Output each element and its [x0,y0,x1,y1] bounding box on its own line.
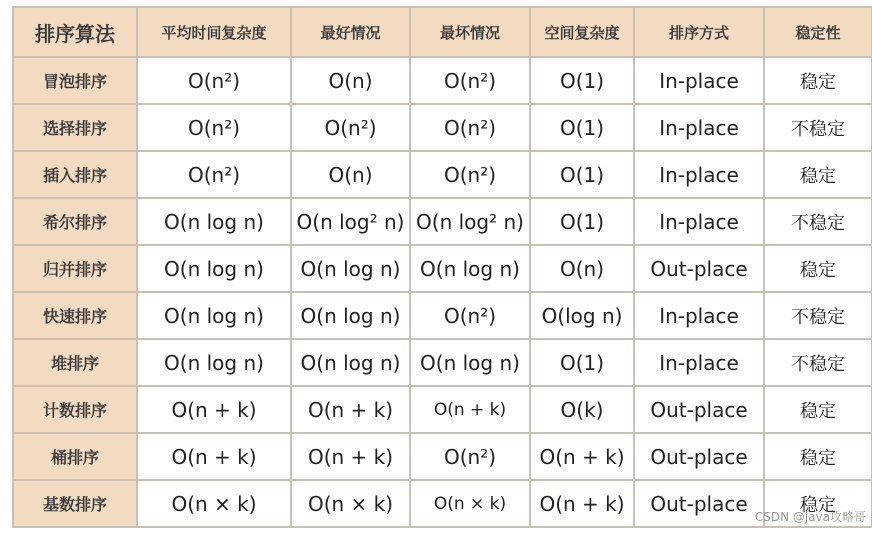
stability-cell: 稳定 [764,57,872,104]
best-case-cell: O(n + k) [291,433,410,480]
worst-case-cell: O(n + k) [410,386,530,433]
stability-cell: 稳定 [764,386,872,433]
space-cell: O(1) [530,151,634,198]
stability-cell: 稳定 [764,433,872,480]
sort-mode-cell: Out-place [634,433,764,480]
sort-mode-cell: In-place [634,151,764,198]
stability-cell: 稳定 [764,151,872,198]
table-row [13,433,872,480]
stability-cell: 不稳定 [764,339,872,386]
space-cell: O(1) [530,198,634,245]
average-time-cell: O(n log n) [137,292,291,339]
worst-case-cell: O(n log n) [410,245,530,292]
best-case-cell: O(n log n) [291,339,410,386]
worst-case-cell: O(n²) [410,57,530,104]
header-algorithm: 排序算法 [13,7,137,57]
sorting-complexity-table [12,6,872,528]
space-cell: O(1) [530,104,634,151]
algorithm-name: 希尔排序 [13,198,137,245]
space-cell: O(k) [530,386,634,433]
algorithm-name: 基数排序 [13,480,137,527]
sort-mode-cell: Out-place [634,386,764,433]
worst-case-cell: O(n²) [410,104,530,151]
sort-mode-cell: In-place [634,198,764,245]
algorithm-name: 插入排序 [13,151,137,198]
stability-cell: 不稳定 [764,198,872,245]
best-case-cell: O(n × k) [291,480,410,527]
average-time-cell: O(n × k) [137,480,291,527]
best-case-cell: O(n log² n) [291,198,410,245]
sort-mode-cell: In-place [634,104,764,151]
average-time-cell: O(n log n) [137,245,291,292]
space-cell: O(log n) [530,292,634,339]
worst-case-cell: O(n²) [410,151,530,198]
space-cell: O(1) [530,57,634,104]
best-case-cell: O(n + k) [291,386,410,433]
algorithm-name: 归并排序 [13,245,137,292]
header-worst-case: 最坏情况 [410,7,530,57]
algorithm-name: 快速排序 [13,292,137,339]
stability-cell: 稳定 [764,245,872,292]
worst-case-cell: O(n log n) [410,339,530,386]
average-time-cell: O(n²) [137,104,291,151]
average-time-cell: O(n log n) [137,198,291,245]
algorithm-name: 堆排序 [13,339,137,386]
csdn-watermark: CSDN @java攻略哥 [754,510,866,524]
header-space: 空间复杂度 [530,7,634,57]
best-case-cell: O(n²) [291,104,410,151]
best-case-cell: O(n) [291,151,410,198]
sort-mode-cell: In-place [634,339,764,386]
table-row [13,104,872,151]
table-row [13,57,872,104]
header-average-time: 平均时间复杂度 [137,7,291,57]
average-time-cell: O(n²) [137,151,291,198]
worst-case-cell: O(n²) [410,292,530,339]
table-row [13,339,872,386]
worst-case-cell: O(n × k) [410,480,530,527]
table-row [13,198,872,245]
sort-mode-cell: Out-place [634,245,764,292]
header-stability: 稳定性 [764,7,872,57]
table-row [13,292,872,339]
space-cell: O(n + k) [530,433,634,480]
best-case-cell: O(n) [291,57,410,104]
average-time-cell: O(n + k) [137,386,291,433]
space-cell: O(n + k) [530,480,634,527]
average-time-cell: O(n log n) [137,339,291,386]
header-sort-mode: 排序方式 [634,7,764,57]
algorithm-name: 冒泡排序 [13,57,137,104]
worst-case-cell: O(n²) [410,433,530,480]
average-time-cell: O(n²) [137,57,291,104]
table-container [12,6,871,527]
stability-cell: 不稳定 [764,104,872,151]
stability-cell: 稳定 [764,480,872,527]
table-row [13,151,872,198]
best-case-cell: O(n log n) [291,292,410,339]
worst-case-cell: O(n log² n) [410,198,530,245]
stability-cell: 不稳定 [764,292,872,339]
space-cell: O(1) [530,339,634,386]
sort-mode-cell: Out-place [634,480,764,527]
algorithm-name: 选择排序 [13,104,137,151]
header-best-case: 最好情况 [291,7,410,57]
algorithm-name: 桶排序 [13,433,137,480]
average-time-cell: O(n + k) [137,433,291,480]
header-row [13,7,872,57]
algorithm-name: 计数排序 [13,386,137,433]
table-row [13,245,872,292]
best-case-cell: O(n log n) [291,245,410,292]
table-row [13,386,872,433]
table-row [13,480,872,527]
sort-mode-cell: In-place [634,57,764,104]
space-cell: O(n) [530,245,634,292]
sort-mode-cell: In-place [634,292,764,339]
